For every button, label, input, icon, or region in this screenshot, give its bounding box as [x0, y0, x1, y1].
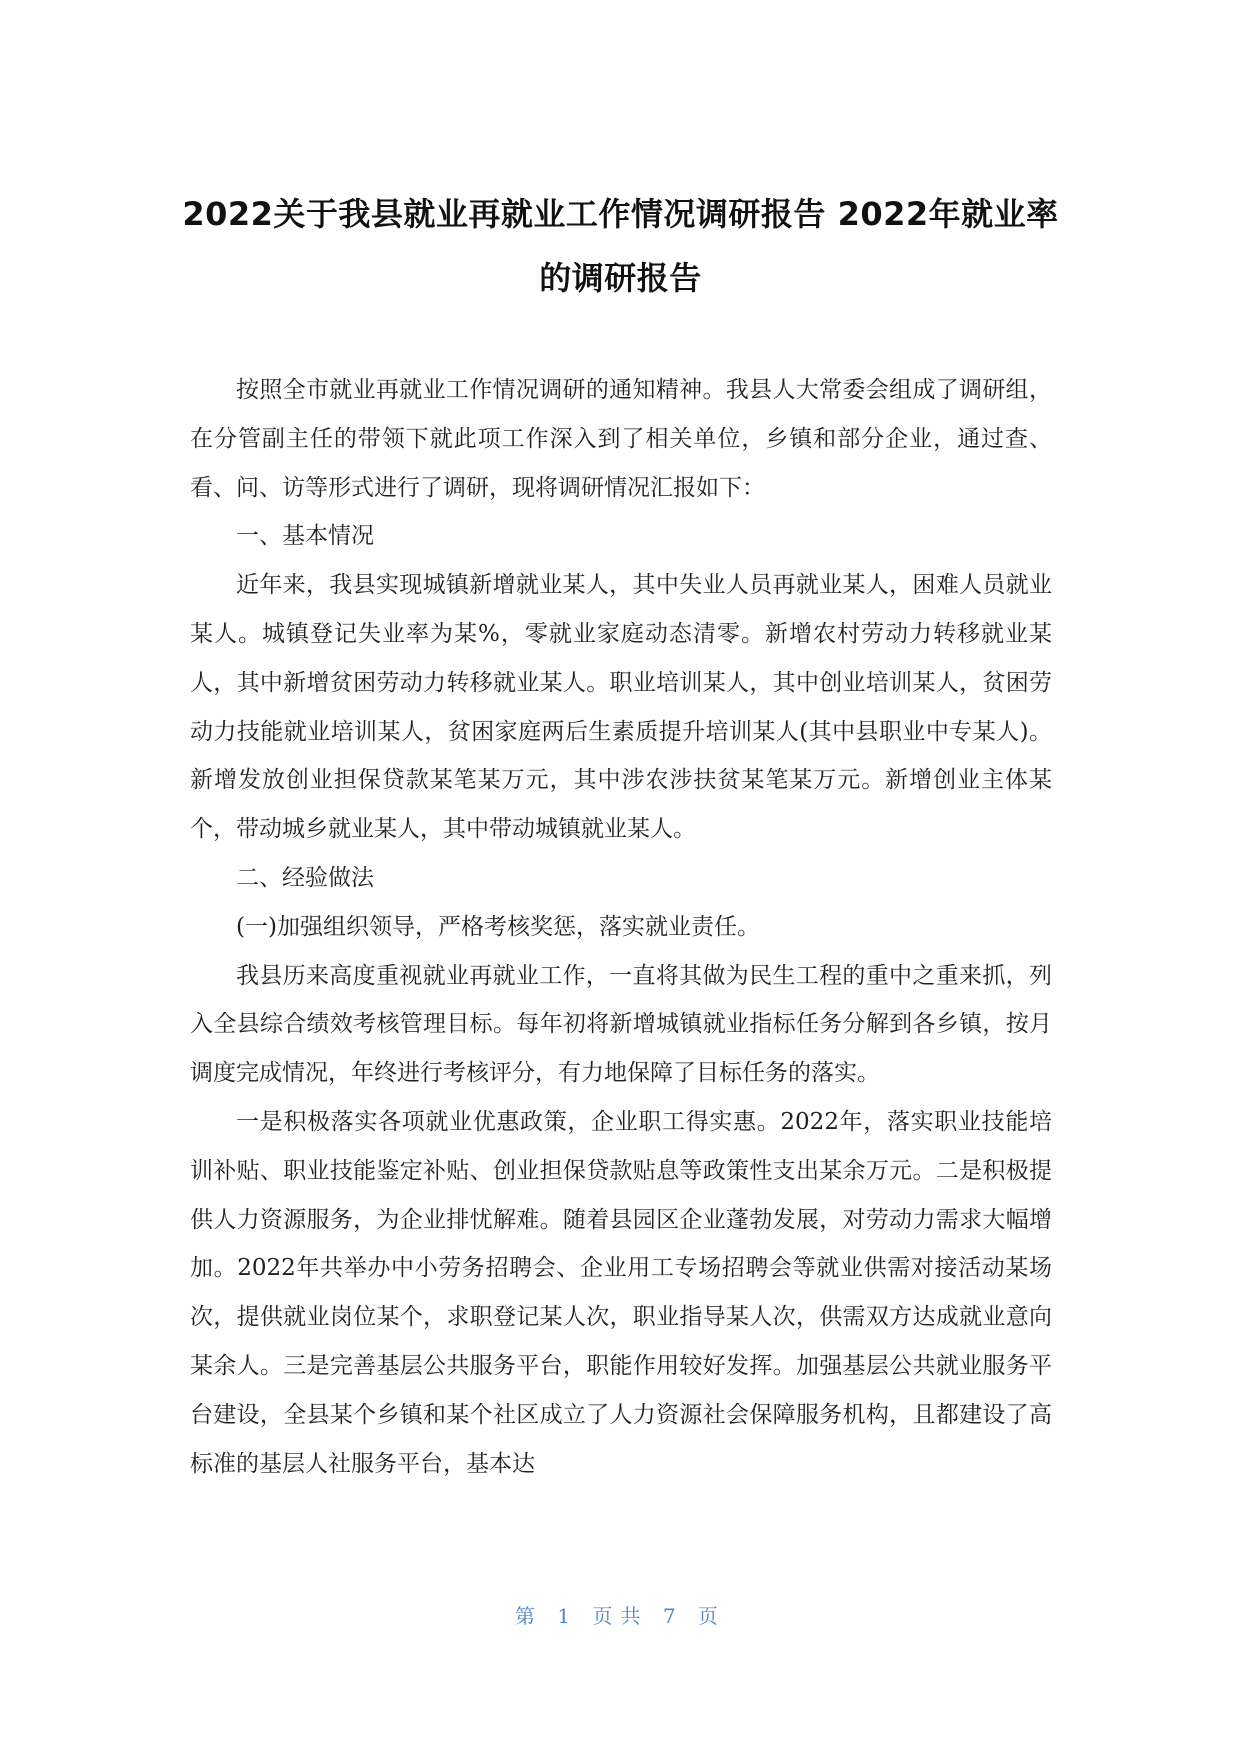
- subsection-heading-1: (一)加强组织领导，严格考核奖惩，落实就业责任。: [236, 913, 760, 940]
- paragraph-basic-situation: 近年来，我县实现城镇新增就业某人，其中失业人员再就业某人，困难人员就业某人。城镇登记失业率为某%，零就业家庭动态清零。新增农村劳动力转移就业某人，其中新增贫困劳动力转移就业某人。职业培训某人，其中创业培训某人，贫困劳动力技能就业培训某人，贫困家庭两后生素质提升培训某人(其中县职业中专某人)。新增发放创业担保贷款某笔某万元，其中涉农涉扶贫某笔某万元。新增创业主体某个，带动城乡就业某人，其中带动城镇就业某人。: [190, 572, 1052, 843]
- paragraph-leadership: 我县历来高度重视就业再就业工作，一直将其做为民生工程的重中之重来抓，列入全县综合绩效考核管理目标。每年初将新增城镇就业指标任务分解到各乡镇，按月调度完成情况，年终进行考核评分，有力地保障了目标任务的落实。: [190, 962, 1052, 1087]
- paragraph-policies: 一是积极落实各项就业优惠政策，企业职工得实惠。2022年，落实职业技能培训补贴、职业技能鉴定补贴、创业担保贷款贴息等政策性支出某余万元。二是积极提供人力资源服务，为企业排忧解难。随着县园区企业蓬勃发展，对劳动力需求大幅增加。2022年共举办中小劳务招聘会、企业用工专场招聘会等就业供需对接活动某场次，提供就业岗位某个，求职登记某人次，职业指导某人次，供需双方达成就业意向某余人。三是完善基层公共服务平台，职能作用较好发挥。加强基层公共就业服务平台建设，全县某个乡镇和某个社区成立了人力资源社会保障服务机构，且都建设了高标准的基层人社服务平台，基本达: [190, 1108, 1052, 1477]
- section-heading-basic: 一、基本情况: [236, 523, 374, 550]
- page-number-footer: 第 1 页共 7 页: [515, 1604, 726, 1628]
- paragraph-intro: 按照全市就业再就业工作情况调研的通知精神。我县人大常委会组成了调研组，在分管副主任的带领下就此项工作深入到了相关单位，乡镇和部分企业，通过查、看、问、访等形式进行了调研，现将调研情况汇报如下：: [190, 377, 1052, 501]
- document-title: 2022关于我县就业再就业工作情况调研报告 2022年就业率的调研报告: [182, 195, 1059, 297]
- document-body: [190, 366, 1052, 1488]
- section-heading-experience: 二、经验做法: [236, 864, 374, 891]
